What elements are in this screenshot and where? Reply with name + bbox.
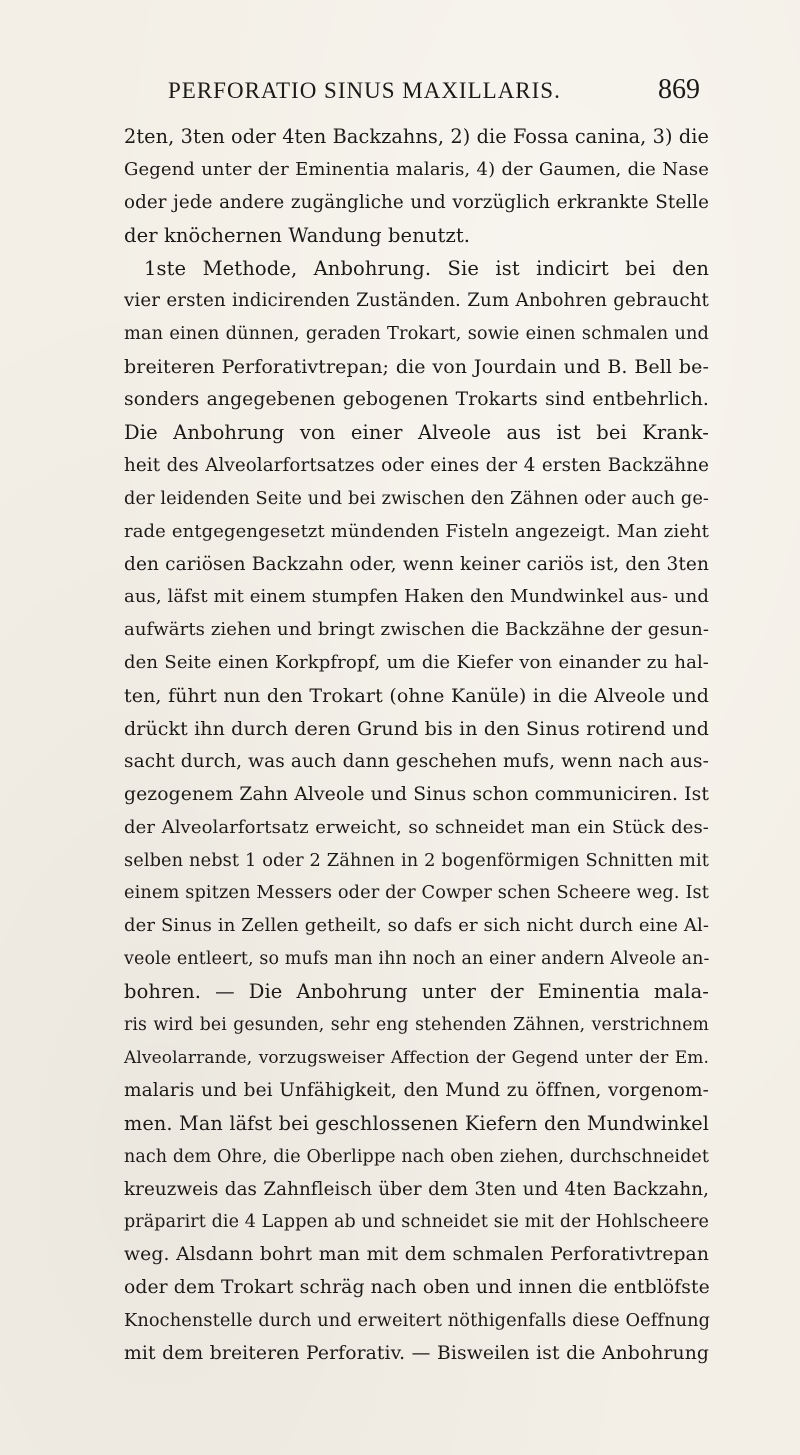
text-line: präparirt die 4 Lappen ab und schneidet sie mit der Hohlscheere [124, 1212, 709, 1233]
text-line: ten, führt nun den Trokart (ohne Kanüle) in die Alveole und [124, 685, 709, 708]
text-line: nach dem Ohre, die Oberlippe nach oben ziehen, durchschneidet [124, 1146, 709, 1167]
text-line: man einen dünnen, geraden Trokart, sowie einen schmalen und [124, 324, 709, 345]
page-number: 869 [658, 74, 700, 105]
text-line: sonders angegebenen gebogenen Trokarts sind entbehrlich. [124, 389, 709, 411]
page-header [168, 74, 700, 108]
text-line: gezogenem Zahn Alveole und Sinus schon communiciren. Ist [124, 783, 709, 805]
text-line: aufwärts ziehen und bringt zwischen die Backzähne der gesun- [124, 619, 709, 641]
text-line: einem spitzen Messers oder der Cowper schen Scheere weg. Ist [124, 883, 709, 904]
text-line: mit dem breiteren Perforativ. — Bisweilen ist die Anbohrung [124, 1342, 709, 1364]
text-line: bohren. — Die Anbohrung unter der Eminentia mala- [124, 980, 709, 1004]
text-line: der Alveolarfortsatz erweicht, so schneidet man ein Stück des- [124, 816, 709, 838]
text-line: 2ten, 3ten oder 4ten Backzahns, 2) die Fossa canina, 3) die [124, 125, 709, 148]
text-line: den cariösen Backzahn oder, wenn keiner cariös ist, den 3ten [124, 553, 709, 575]
text-line: men. Man läfst bei geschlossenen Kiefern den Mundwinkel [124, 1111, 709, 1135]
text-line: veole entleert, so mufs man ihn noch an einer andern Alveole an- [124, 949, 710, 970]
text-line: drückt ihn durch deren Grund bis in den Sinus rotirend und [124, 718, 709, 741]
text-line: vier ersten indicirenden Zuständen. Zum Anbohren gebraucht [124, 290, 709, 312]
text-line: sacht durch, was auch dann geschehen mufs, wenn nach aus- [124, 750, 709, 772]
text-line: Knochenstelle durch und erweitert nöthigenfalls diese Oeffnung [124, 1311, 711, 1332]
text-line: Alveolarrande, vorzugsweiser Affection der Gegend unter der Em. [124, 1047, 709, 1068]
text-line: weg. Alsdann bohrt man mit dem schmalen Perforativtrepan [124, 1244, 709, 1266]
running-title: PERFORATIO SINUS MAXILLARIS. [168, 78, 561, 103]
body-text [124, 121, 709, 1371]
text-line: der leidenden Seite und bei zwischen den Zähnen oder auch ge- [124, 488, 710, 509]
text-line: malaris und bei Unfähigkeit, den Mund zu öffnen, vorgenom- [124, 1079, 709, 1101]
text-line: kreuzweis das Zahnfleisch über dem 3ten und 4ten Backzahn, [124, 1178, 709, 1200]
text-line: rade entgegengesetzt mündenden Fisteln angezeigt. Man zieht [124, 520, 709, 542]
text-line: der knöchernen Wandung benutzt. [124, 223, 471, 247]
text-line: ris wird bei gesunden, sehr eng stehenden Zähnen, verstrichnem [124, 1015, 709, 1036]
text-line: 1ste Methode, Anbohrung. Sie ist indicirt bei den [144, 256, 709, 280]
text-line: breiteren Perforativtrepan; die von Jourdain und B. Bell be- [124, 356, 709, 379]
text-line: Gegend unter der Eminentia malaris, 4) der Gaumen, die Nase [124, 158, 709, 180]
text-line: Die Anbohrung von einer Alveole aus ist bei Krank- [124, 421, 709, 445]
text-line: den Seite einen Korkpfropf, um die Kiefer von einander zu hal- [124, 652, 709, 674]
text-line: heit des Alveolarfortsatzes oder eines der 4 ersten Backzähne [124, 454, 709, 476]
text-line: aus, läfst mit einem stumpfen Haken den Mundwinkel aus- und [124, 586, 709, 608]
text-line: der Sinus in Zellen getheilt, so dafs er sich nicht durch eine Al- [124, 915, 709, 937]
text-line: selben nebst 1 oder 2 Zähnen in 2 bogenförmigen Schnitten mit [124, 850, 709, 871]
text-line: oder dem Trokart schräg nach oben und innen die entblöfste [124, 1277, 710, 1299]
text-line: oder jede andere zugängliche und vorzüglich erkrankte Stelle [124, 191, 709, 213]
